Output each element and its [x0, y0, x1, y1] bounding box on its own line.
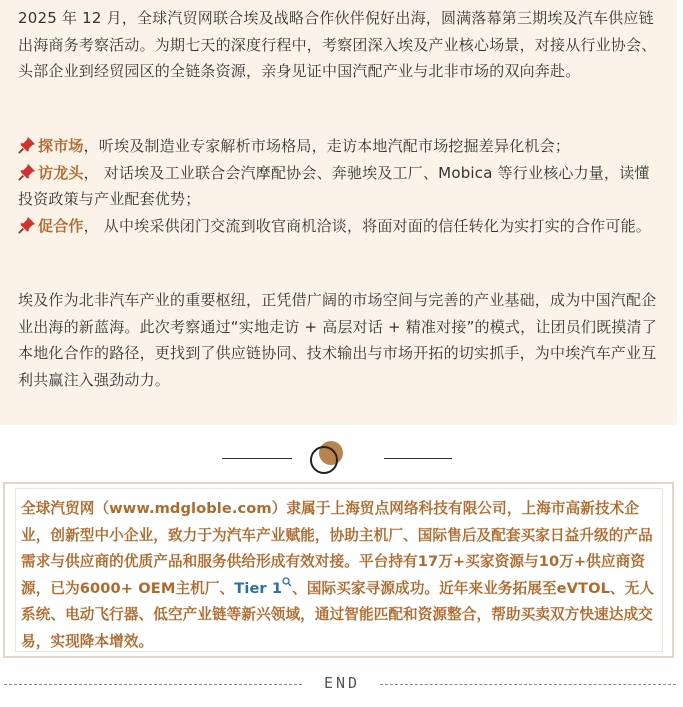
list-item-text: ， 对话埃及工业联合会汽摩配协会、奔驰埃及工厂、Mobica 等行业核心力量，读懂投资政策与产业配套优势；	[18, 163, 650, 208]
highlights-list	[18, 133, 660, 239]
end-marker	[0, 673, 683, 695]
divider-line-right	[384, 458, 452, 459]
pushpin-icon	[18, 216, 36, 234]
company-description-part2: 、国际买家寻源成功。近年来业务拓展至eVTOL、无人系统、电动飞行器、低空产业链等新兴领域，通过智能匹配和资源整合，帮助买卖双方快速达成交易，实现降本增效。	[21, 579, 655, 650]
list-item-text: ，听埃及制造业专家解析市场格局，走访本地汽配市场挖掘差异化机会；	[83, 137, 571, 155]
list-item	[18, 160, 660, 213]
list-item-text: ， 从中埃采供闭门交流到收官商机洽谈，将面对面的信任转化为实打实的合作可能。	[83, 216, 651, 235]
company-description	[21, 496, 665, 655]
list-item	[18, 133, 660, 160]
end-line-right	[380, 684, 676, 685]
end-label: END	[323, 674, 361, 692]
end-line-left	[4, 684, 302, 685]
pushpin-icon	[18, 136, 36, 154]
company-info-box	[3, 482, 674, 658]
intro-paragraph: 2025 年 12 月，全球汽贸网联合埃及战略合作伙伴倪好出海，圆满落幕第三期埃及汽车供应链出海商务考察活动。为期七天的深度行程中，考察团深入埃及产业核心场景，对接从行业协会、头部企业到经贸园区的全链条资源，亲身见证中国汽配产业与北非市场的双向奔赴。	[18, 9, 657, 80]
list-item-title: 促合作	[38, 216, 84, 235]
search-icon	[282, 577, 292, 587]
list-item-title: 访龙头	[38, 163, 84, 182]
list-item	[18, 213, 660, 240]
circle-ornament-icon	[310, 440, 348, 476]
pushpin-icon	[18, 163, 36, 181]
list-item-title: 探市场	[38, 137, 84, 155]
tier1-link[interactable]: Tier 1	[234, 579, 283, 597]
section-divider	[0, 438, 683, 478]
divider-line-left	[222, 458, 292, 459]
company-description-part1: 全球汽贸网（www.mdgloble.com）隶属于上海贸点网络科技有限公司，上海市高新技术企业，创新型中小企业，致力于为汽车产业赋能，协助主机厂、国际售后及配套买家日益升级的产品需求与供应商的优质产品和服务供给形成有效对接。平台持有17万+买家资源与10万+供应商资源，已为6000+ OEM主机厂、	[21, 500, 653, 597]
closing-paragraph: 埃及作为北非汽车产业的重要枢纽，正凭借广阔的市场空间与完善的产业基础，成为中国汽配企业出海的新蓝海。此次考察通过“实地走访 + 高层对话 + 精准对接”的模式，让团员们既摸清了本地化合作的路径，更找到了供应链协同、技术输出与市场开拓的切实抓手，为中埃汽车产业互利共赢注入强劲动力。	[18, 291, 657, 389]
